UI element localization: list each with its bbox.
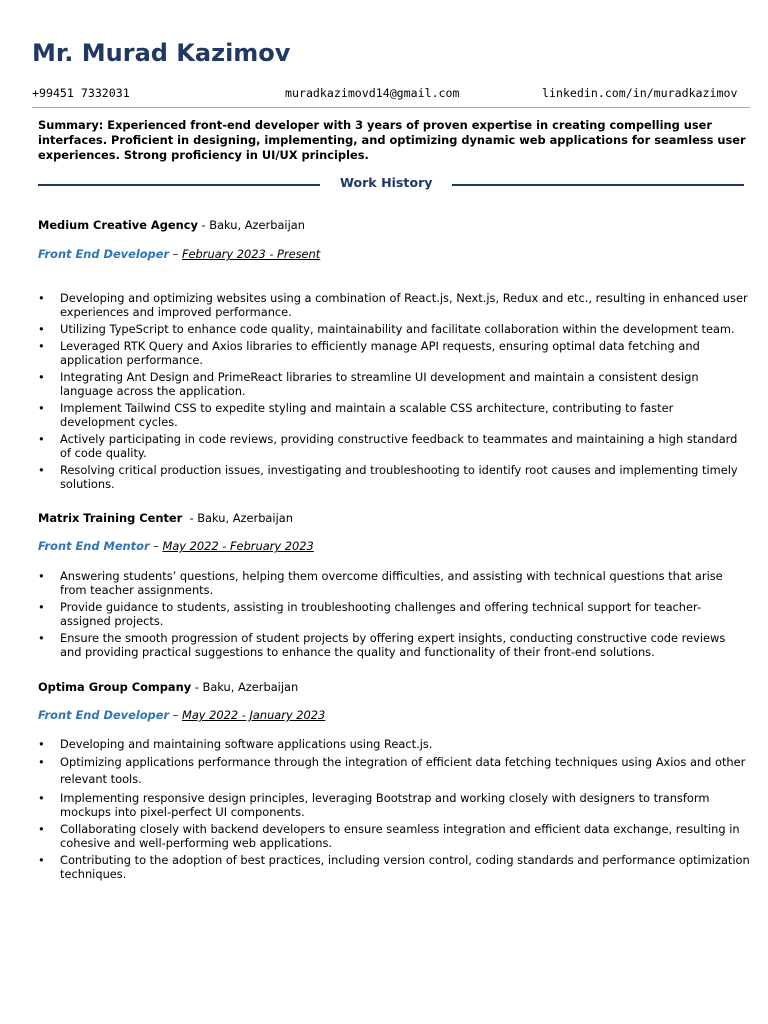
candidate-name: Mr. Murad Kazimov — [32, 39, 291, 67]
bullet-dot-icon: • — [38, 432, 45, 446]
bullet-item — [38, 853, 750, 881]
job-role-line — [38, 539, 314, 553]
job-bullet-list — [38, 569, 750, 662]
job-title: Front End Developer — [38, 247, 170, 261]
bullet-text: Optimizing applications performance through the integration of efficient data fetching techniques using Axios and other relevant tools. — [60, 755, 746, 786]
job-title: Front End Mentor — [38, 539, 150, 553]
bullet-item — [38, 737, 750, 751]
bullet-text: Leveraged RTK Query and Axios libraries to efficiently manage API requests, ensuring optimal data fetching and application performance. — [60, 339, 700, 367]
role-separator: – — [149, 539, 163, 553]
contact-divider — [32, 107, 750, 108]
summary-text: Summary: Experienced front-end developer with 3 years of proven expertise in creating compelling user interfaces. Proficient in designing, implementing, and optimizing dynamic web applications for seamless user experiences. Strong proficiency in UI/UX principles. — [38, 118, 746, 162]
bullet-dot-icon: • — [38, 791, 45, 805]
company-location: - Baku, Azerbaijan — [191, 680, 299, 694]
bullet-dot-icon: • — [38, 853, 45, 867]
bullet-dot-icon: • — [38, 463, 45, 477]
job-role-line — [38, 247, 320, 261]
bullet-text: Answering students’ questions, helping them overcome difficulties, and assisting with technical questions that arise from teacher assignments. — [60, 569, 723, 597]
bullet-item — [38, 463, 750, 491]
phone-number: +99451 7332031 — [32, 86, 130, 100]
job-dates: May 2022 - February 2023 — [162, 539, 314, 553]
bullet-dot-icon: • — [38, 631, 45, 645]
bullet-dot-icon: • — [38, 569, 45, 583]
bullet-text: Contributing to the adoption of best practices, including version control, coding standards and performance optimization techniques. — [60, 853, 750, 881]
bullet-text: Collaborating closely with backend developers to ensure seamless integration and efficient data exchange, resulting in cohesive and well-performing web applications. — [60, 822, 740, 850]
bullet-dot-icon: • — [38, 401, 45, 415]
company-name: Matrix Training Center — [38, 511, 183, 525]
linkedin-url[interactable]: linkedin.com/in/muradkazimov — [542, 86, 738, 100]
bullet-dot-icon: • — [38, 370, 45, 384]
job-dates: February 2023 - Present — [182, 247, 321, 261]
section-rule-left — [38, 184, 320, 186]
bullet-item — [38, 370, 750, 398]
company-name: Optima Group Company — [38, 680, 192, 694]
company-location: - Baku, Azerbaijan — [182, 511, 293, 525]
job-bullet-list — [38, 291, 750, 494]
email-address[interactable]: muradkazimovd14@gmail.com — [285, 86, 460, 100]
job-company-line — [38, 218, 305, 232]
role-separator: – — [169, 247, 182, 261]
bullet-text: Implementing responsive design principles, leveraging Bootstrap and working closely with designers to transform mockups into pixel-perfect UI components. — [60, 791, 710, 819]
bullet-item — [38, 322, 750, 336]
bullet-item — [38, 432, 750, 460]
bullet-dot-icon: • — [38, 322, 45, 336]
bullet-item — [38, 600, 750, 628]
bullet-dot-icon: • — [38, 339, 45, 353]
role-separator: – — [169, 708, 182, 722]
company-location: - Baku, Azerbaijan — [197, 218, 305, 232]
job-company-line — [38, 680, 298, 694]
job-dates: May 2022 - January 2023 — [182, 708, 326, 722]
job-role-line — [38, 708, 325, 722]
bullet-item — [38, 339, 750, 367]
bullet-item — [38, 631, 750, 659]
bullet-text: Ensure the smooth progression of student projects by offering expert insights, conducting constructive code reviews and providing practical suggestions to enhance the quality and functionality of their front-end solutions. — [60, 631, 726, 659]
work-history-heading: Work History — [340, 175, 433, 190]
job-company-line — [38, 511, 293, 525]
bullet-text: Implement Tailwind CSS to expedite styling and maintain a scalable CSS architecture, contributing to faster development cycles. — [60, 401, 674, 429]
bullet-dot-icon: • — [38, 737, 45, 751]
bullet-item — [38, 291, 750, 319]
bullet-text: Integrating Ant Design and PrimeReact libraries to streamline UI development and maintain a consistent design language across the application. — [60, 370, 699, 398]
bullet-dot-icon: • — [38, 822, 45, 836]
bullet-item — [38, 754, 750, 788]
bullet-item — [38, 791, 750, 819]
bullet-item — [38, 822, 750, 850]
bullet-text: Resolving critical production issues, investigating and troubleshooting to identify root causes and implementing timely solutions. — [60, 463, 738, 491]
job-bullet-list — [38, 737, 750, 884]
bullet-item — [38, 401, 750, 429]
bullet-text: Actively participating in code reviews, providing constructive feedback to teammates and maintaining a high standard of code quality. — [60, 432, 738, 460]
bullet-dot-icon: • — [38, 600, 45, 614]
section-rule-right — [452, 184, 744, 186]
bullet-text: Developing and maintaining software applications using React.js. — [60, 737, 433, 751]
bullet-dot-icon: • — [38, 755, 45, 769]
bullet-text: Utilizing TypeScript to enhance code quality, maintainability and facilitate collaboration within the development team. — [60, 322, 735, 336]
bullet-text: Developing and optimizing websites using a combination of React.js, Next.js, Redux and etc., resulting in enhanced user experiences and improved performance. — [60, 291, 748, 319]
company-name: Medium Creative Agency — [38, 218, 198, 232]
bullet-dot-icon: • — [38, 291, 45, 305]
bullet-item — [38, 569, 750, 597]
job-title: Front End Developer — [38, 708, 170, 722]
bullet-text: Provide guidance to students, assisting in troubleshooting challenges and offering technical support for teacher-assigned projects. — [60, 600, 702, 628]
